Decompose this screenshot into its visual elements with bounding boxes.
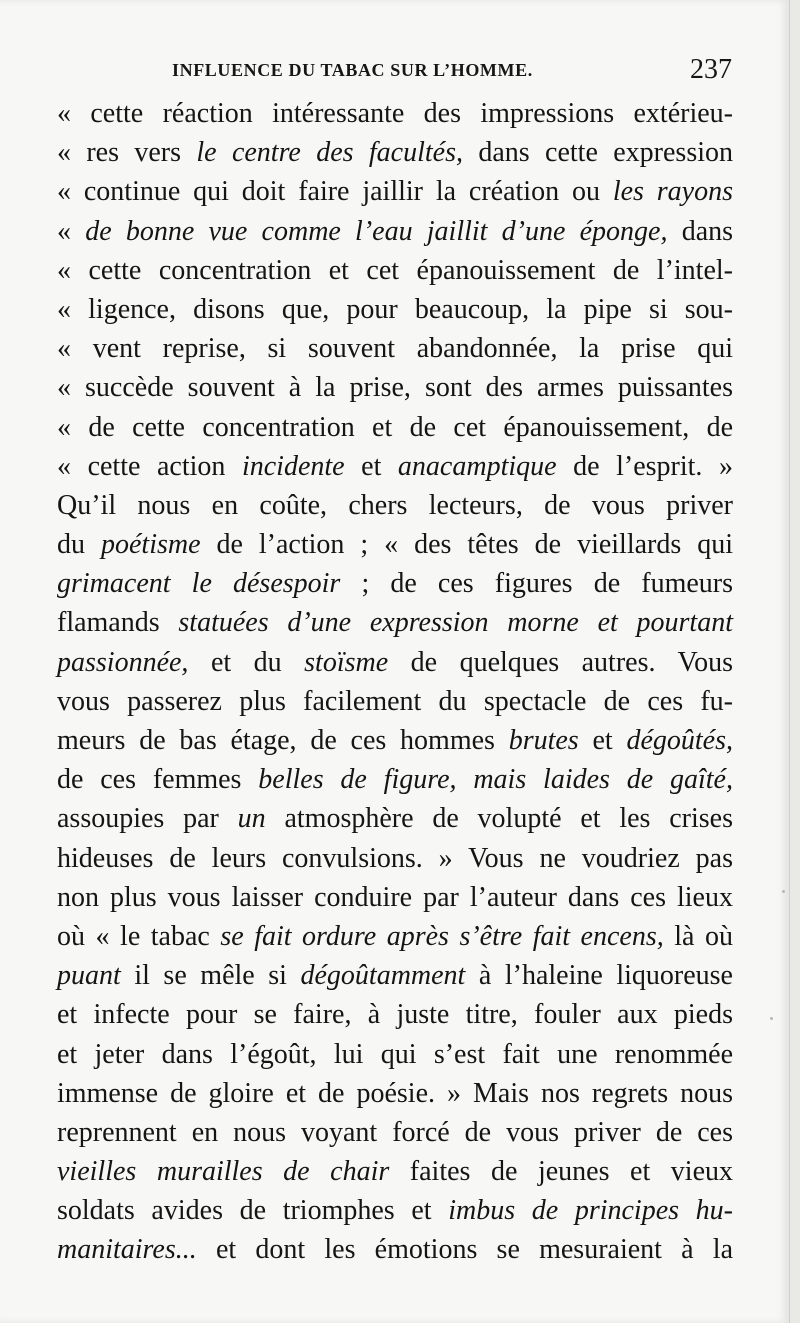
- italic-text: grimacent le désespoir: [57, 568, 341, 600]
- text-span: il se mêle si: [120, 960, 301, 992]
- text-span: « continue qui doit faire jaillir la création ou: [57, 176, 613, 208]
- text-span: assoupies par: [57, 803, 238, 835]
- italic-text: manitaires...: [57, 1234, 197, 1266]
- text-span: et du: [188, 646, 305, 678]
- italic-text: imbus de principes hu-: [448, 1195, 733, 1227]
- running-head: [172, 54, 732, 90]
- text-line: [57, 721, 733, 760]
- text-line: [57, 1152, 733, 1191]
- italic-text: statuées d’une expression morne et pourtant: [178, 607, 733, 639]
- text-line: [57, 329, 733, 368]
- italic-text: dégoûtamment: [300, 960, 466, 992]
- text-line: [57, 525, 733, 564]
- text-span: « vent reprise, si souvent abandonnée, la prise qui: [57, 333, 733, 365]
- text-span: faites de jeunes et vieux: [389, 1156, 733, 1188]
- italic-text: un: [237, 803, 266, 835]
- text-span: et infecte pour se faire, à juste titre, fouler aux pieds: [57, 999, 733, 1031]
- text-line: [57, 1035, 733, 1074]
- text-line: [57, 251, 733, 290]
- text-span: « succède souvent à la prise, sont des armes puissantes: [57, 372, 733, 404]
- text-line: [57, 133, 733, 172]
- text-line: [57, 917, 733, 956]
- italic-text: stoïsme: [304, 646, 389, 678]
- paper-speck: [770, 1017, 773, 1020]
- text-span: là où: [663, 920, 733, 952]
- text-span: « cette concentration et cet épanouissement de l’intel-: [57, 254, 733, 286]
- italic-text: incidente: [241, 450, 345, 482]
- text-line: [57, 1074, 733, 1113]
- italic-text: poétisme: [100, 529, 201, 561]
- text-span: meurs de bas étage, de ces hommes: [57, 725, 509, 756]
- text-line: [57, 94, 733, 133]
- text-line: [57, 447, 733, 486]
- italic-text: se fait ordure après s’être fait encens,: [220, 920, 664, 952]
- text-span: et jeter dans l’égoût, lui qui s’est fait une renommée: [57, 1038, 733, 1070]
- text-line: [57, 486, 733, 525]
- text-span: et dont les émotions se mesuraient à la: [196, 1234, 733, 1266]
- text-span: vous passerez plus facilement du spectacle de ces fu-: [57, 685, 733, 717]
- text-span: atmosphère de volupté et les crises: [265, 803, 733, 835]
- text-span: flamands: [57, 607, 179, 639]
- text-line: [57, 760, 733, 799]
- page-edge: [789, 0, 800, 1323]
- text-span: ; de ces figures de fumeurs: [340, 568, 734, 600]
- text-span: à l’haleine liquoreuse: [465, 960, 733, 992]
- text-line: [57, 1230, 733, 1269]
- text-span: « res vers: [57, 137, 197, 169]
- paper-speck: [782, 890, 785, 893]
- text-span: soldats avides de triomphes et: [57, 1195, 449, 1227]
- text-span: « ligence, disons que, pour beaucoup, la pipe si sou-: [57, 293, 733, 325]
- page-number: 237: [690, 54, 732, 85]
- text-span: de l’action ; « des têtes de vieillards qui: [200, 529, 734, 561]
- text-span: reprennent en nous voyant forcé de vous priver de ces: [57, 1116, 733, 1148]
- italic-text: les rayons: [612, 176, 733, 208]
- italic-text: belles de figure, mais laides de gaîté,: [258, 764, 733, 796]
- text-line: [57, 603, 733, 642]
- text-span: dans cette expression: [463, 137, 733, 169]
- text-line: [57, 878, 733, 917]
- text-line: [57, 995, 733, 1034]
- text-span: « cette action: [57, 450, 242, 482]
- text-span: de quelques autres. Vous: [388, 646, 733, 678]
- text-span: où « le tabac: [57, 920, 221, 952]
- text-line: [57, 408, 733, 447]
- italic-text: anacamptique: [397, 450, 557, 482]
- body-text: [57, 94, 733, 1270]
- italic-text: passionnée,: [57, 646, 189, 678]
- text-line: [57, 1191, 733, 1230]
- italic-text: le centre des facultés,: [196, 137, 463, 169]
- text-span: et: [578, 725, 627, 756]
- italic-text: vieilles murailles de chair: [57, 1156, 390, 1188]
- text-span: «: [57, 215, 86, 247]
- italic-text: puant: [57, 960, 121, 992]
- text-span: Qu’il nous en coûte, chers lecteurs, de vous priver: [57, 489, 733, 521]
- text-line: [57, 643, 733, 682]
- text-line: [57, 564, 733, 603]
- italic-text: dégoûtés,: [626, 725, 733, 756]
- text-line: [57, 799, 733, 838]
- text-line: [57, 839, 733, 878]
- text-span: « cette réaction intéressante des impressions extérieu-: [57, 98, 733, 129]
- text-line: [57, 212, 733, 251]
- italic-text: de bonne vue comme l’eau jaillit d’une éponge,: [85, 215, 668, 247]
- text-span: de l’esprit. »: [556, 450, 733, 482]
- text-span: du: [57, 529, 101, 561]
- text-span: de ces femmes: [57, 764, 259, 796]
- text-span: immense de gloire et de poésie. » Mais nos regrets nous: [57, 1077, 733, 1109]
- text-span: non plus vous laisser conduire par l’auteur dans ces lieux: [57, 881, 733, 913]
- text-line: [57, 290, 733, 329]
- italic-text: brutes: [508, 725, 579, 756]
- text-span: dans: [667, 215, 734, 247]
- text-span: « de cette concentration et de cet épanouissement, de: [57, 411, 733, 443]
- text-line: [57, 1113, 733, 1152]
- text-span: et: [344, 450, 398, 482]
- text-line: [57, 172, 733, 211]
- text-span: hideuses de leurs convulsions. » Vous ne voudriez pas: [57, 842, 733, 874]
- text-line: [57, 368, 733, 407]
- running-head-title: INFLUENCE DU TABAC SUR L’HOMME.: [172, 60, 533, 80]
- text-line: [57, 956, 733, 995]
- text-line: [57, 682, 733, 721]
